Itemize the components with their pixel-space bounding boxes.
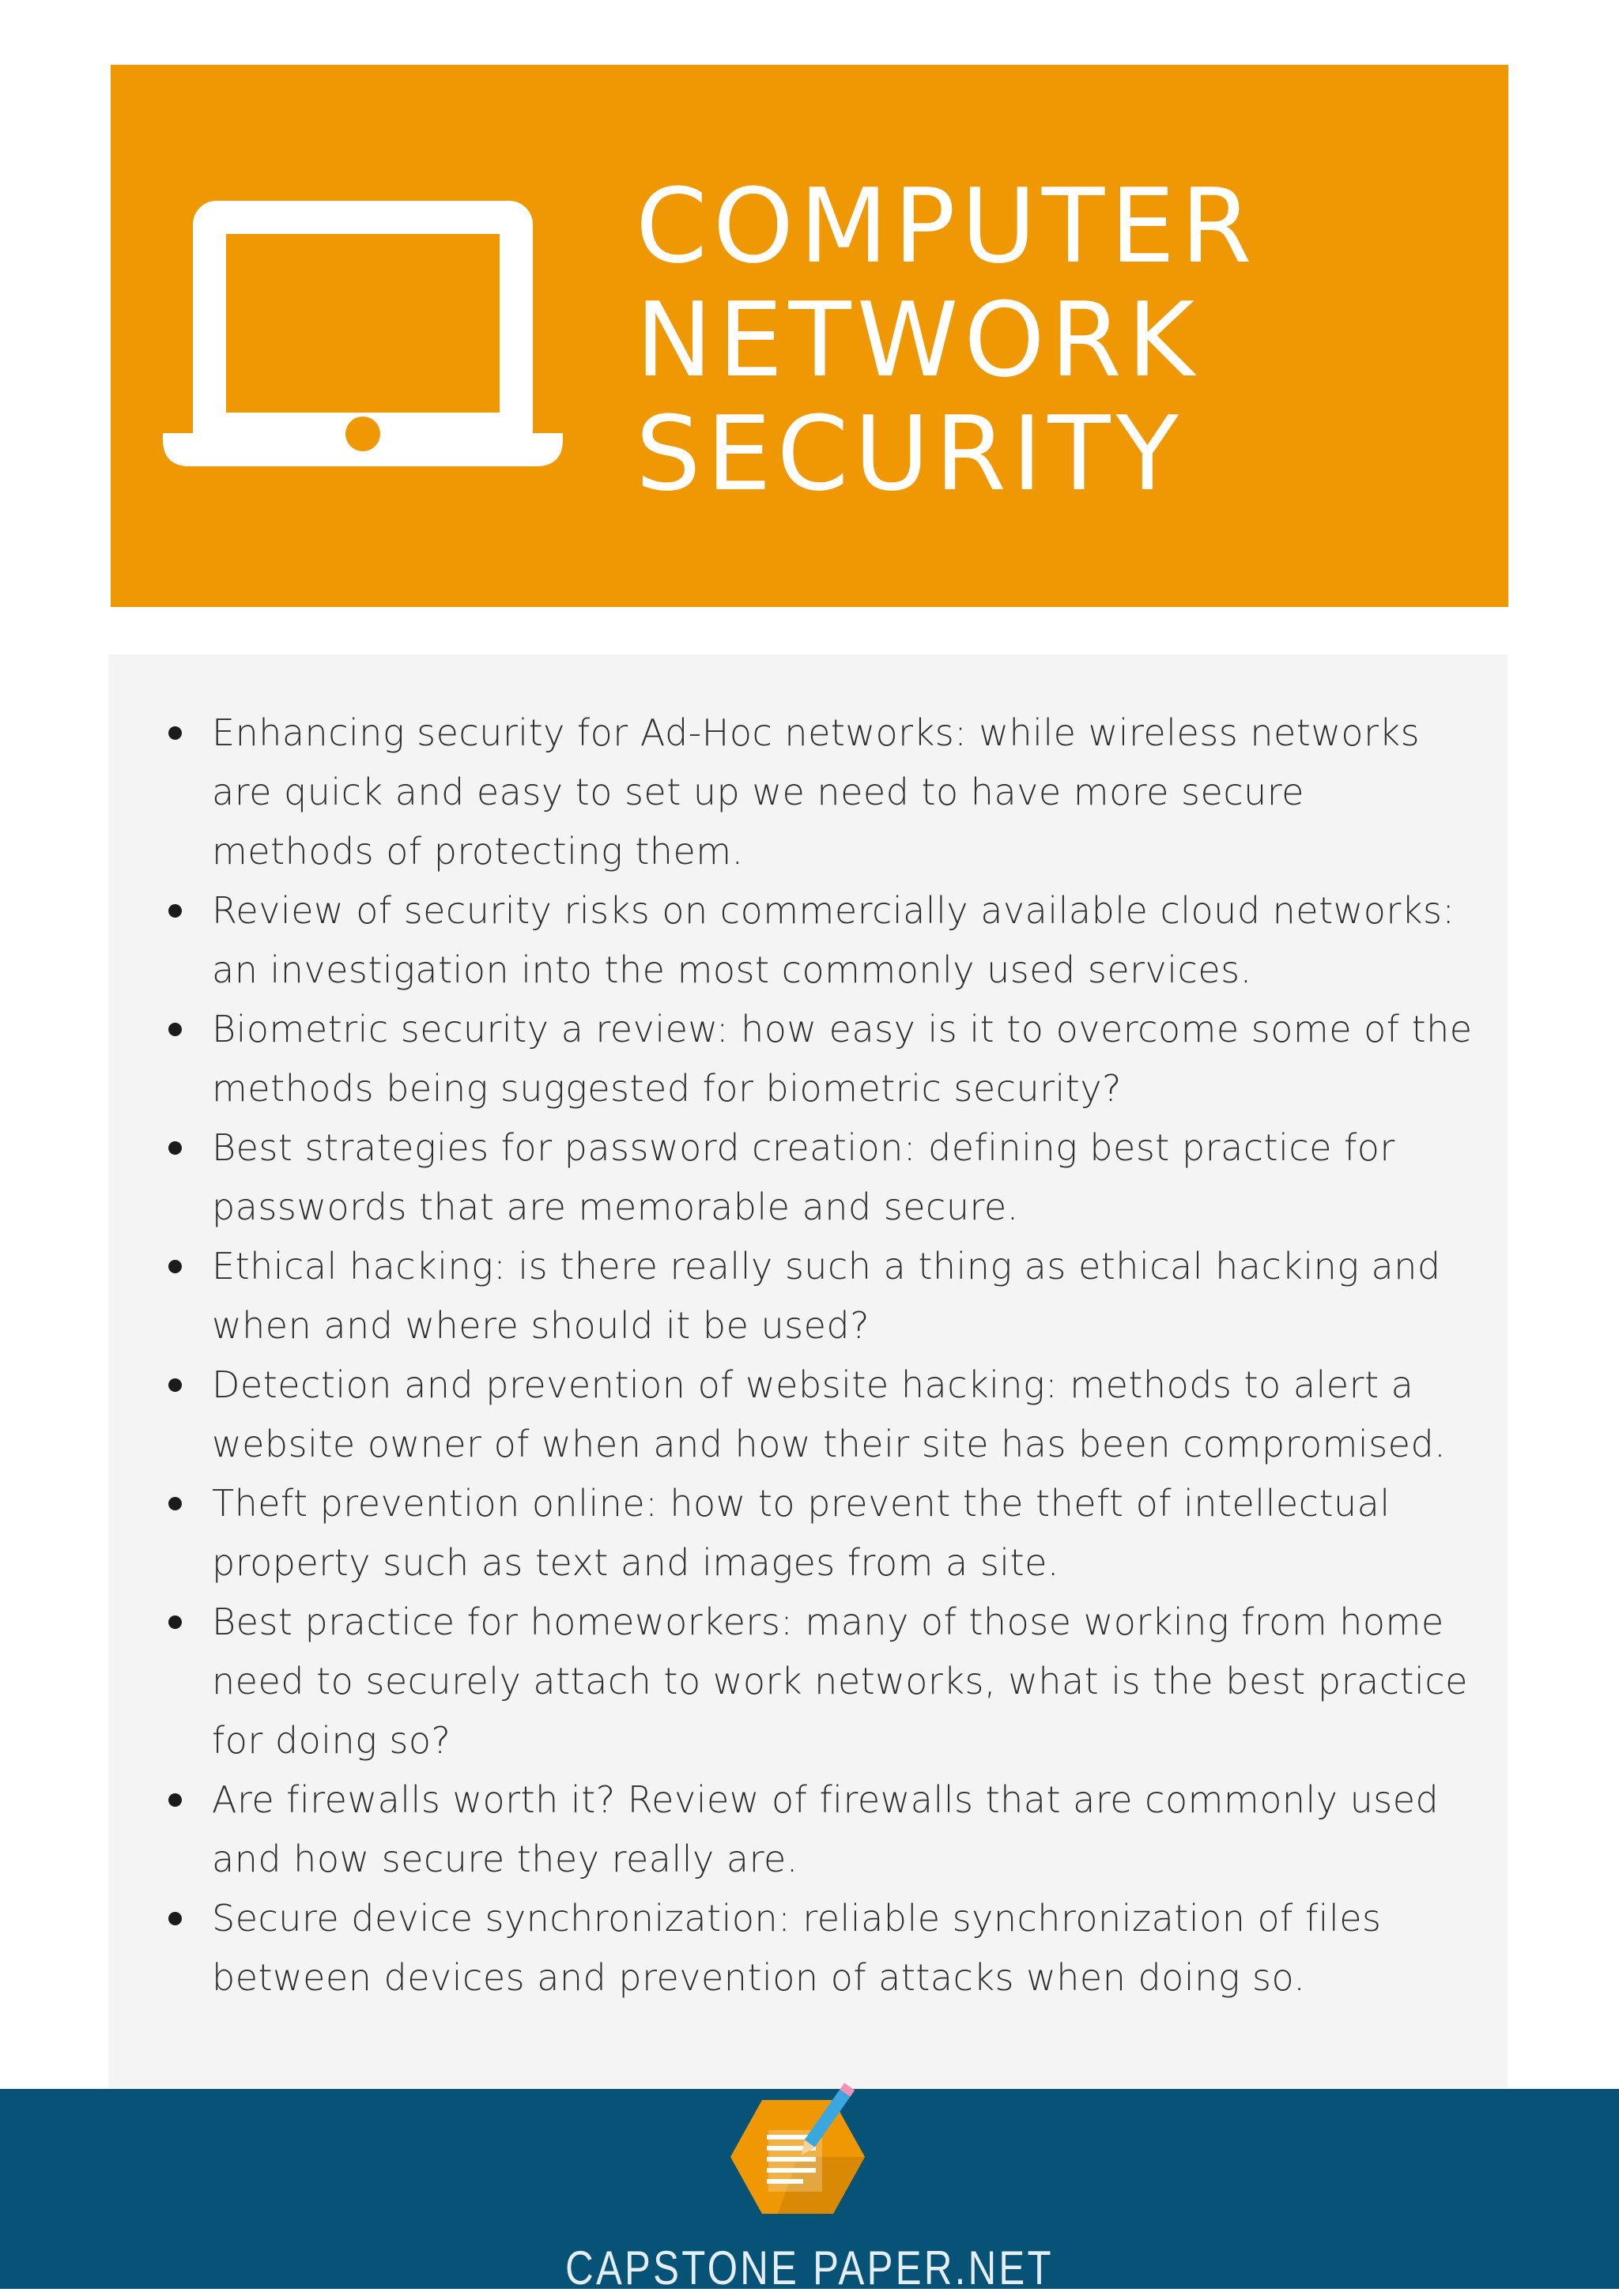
topic-text: Secure device synchronization: reliable synchronization of files between devices and prevention of attacks when doing so. [212,1897,1382,1999]
bullet-icon [168,1141,182,1155]
list-item [108,1237,1508,1355]
bullet-icon [168,1793,182,1807]
topic-text: Detection and prevention of website hacking: methods to alert a website owner of when and how their site has been compromised. [212,1363,1447,1465]
laptop-icon [163,185,563,473]
bullet-icon [168,1497,182,1510]
list-item [108,1000,1508,1118]
title-line: COMPUTER [636,166,1258,286]
list-item [108,1118,1508,1237]
list-item [108,1355,1508,1474]
topic-text: Enhancing security for Ad-Hoc networks: while wireless networks are quick and easy to set up we need to have more secure methods of protecting them. [212,711,1421,873]
topics-panel [108,654,1508,2126]
list-item [108,1593,1508,1770]
bullet-icon [168,726,182,740]
topic-text: Best practice for homeworkers: many of those working from home need to securely attach to work networks, what is the best practice for doing so? [212,1600,1468,1762]
page-title [636,166,1258,514]
bullet-icon [168,904,182,918]
topic-text: Best strategies for password creation: defining best practice for passwords that are memorable and secure. [212,1126,1395,1228]
title-line: SECURITY [636,394,1185,514]
list-item [108,881,1508,1000]
list-item [108,1770,1508,1889]
bullet-icon [168,1615,182,1629]
list-item [108,703,1508,881]
list-item [108,1474,1508,1593]
topic-list [108,703,1508,2008]
title-line: NETWORK [636,280,1201,400]
bullet-icon [168,1260,182,1273]
list-item [108,1889,1508,2008]
topic-text: Ethical hacking: is there really such a thing as ethical hacking and when and where should it be used? [212,1245,1441,1347]
topic-text: Biometric security a review: how easy is it to overcome some of the methods being suggested for biometric security? [212,1008,1473,1110]
bullet-icon [168,1023,182,1036]
topic-text: Review of security risks on commercially available cloud networks: an investigation into the most commonly used services. [212,889,1455,991]
footer [0,2089,1619,2294]
hexagon-document-pencil-icon[interactable] [723,2078,873,2220]
topic-text: Theft prevention online: how to prevent the theft of intellectual property such as text and images from a site. [212,1482,1391,1584]
title-banner [111,65,1508,607]
topic-text: Are firewalls worth it? Review of firewalls that are commonly used and how secure they really are. [212,1778,1440,1880]
bullet-icon [168,1378,182,1392]
brand-name[interactable]: CAPSTONE PAPER.NET [565,2241,1054,2294]
bullet-icon [168,1912,182,1925]
